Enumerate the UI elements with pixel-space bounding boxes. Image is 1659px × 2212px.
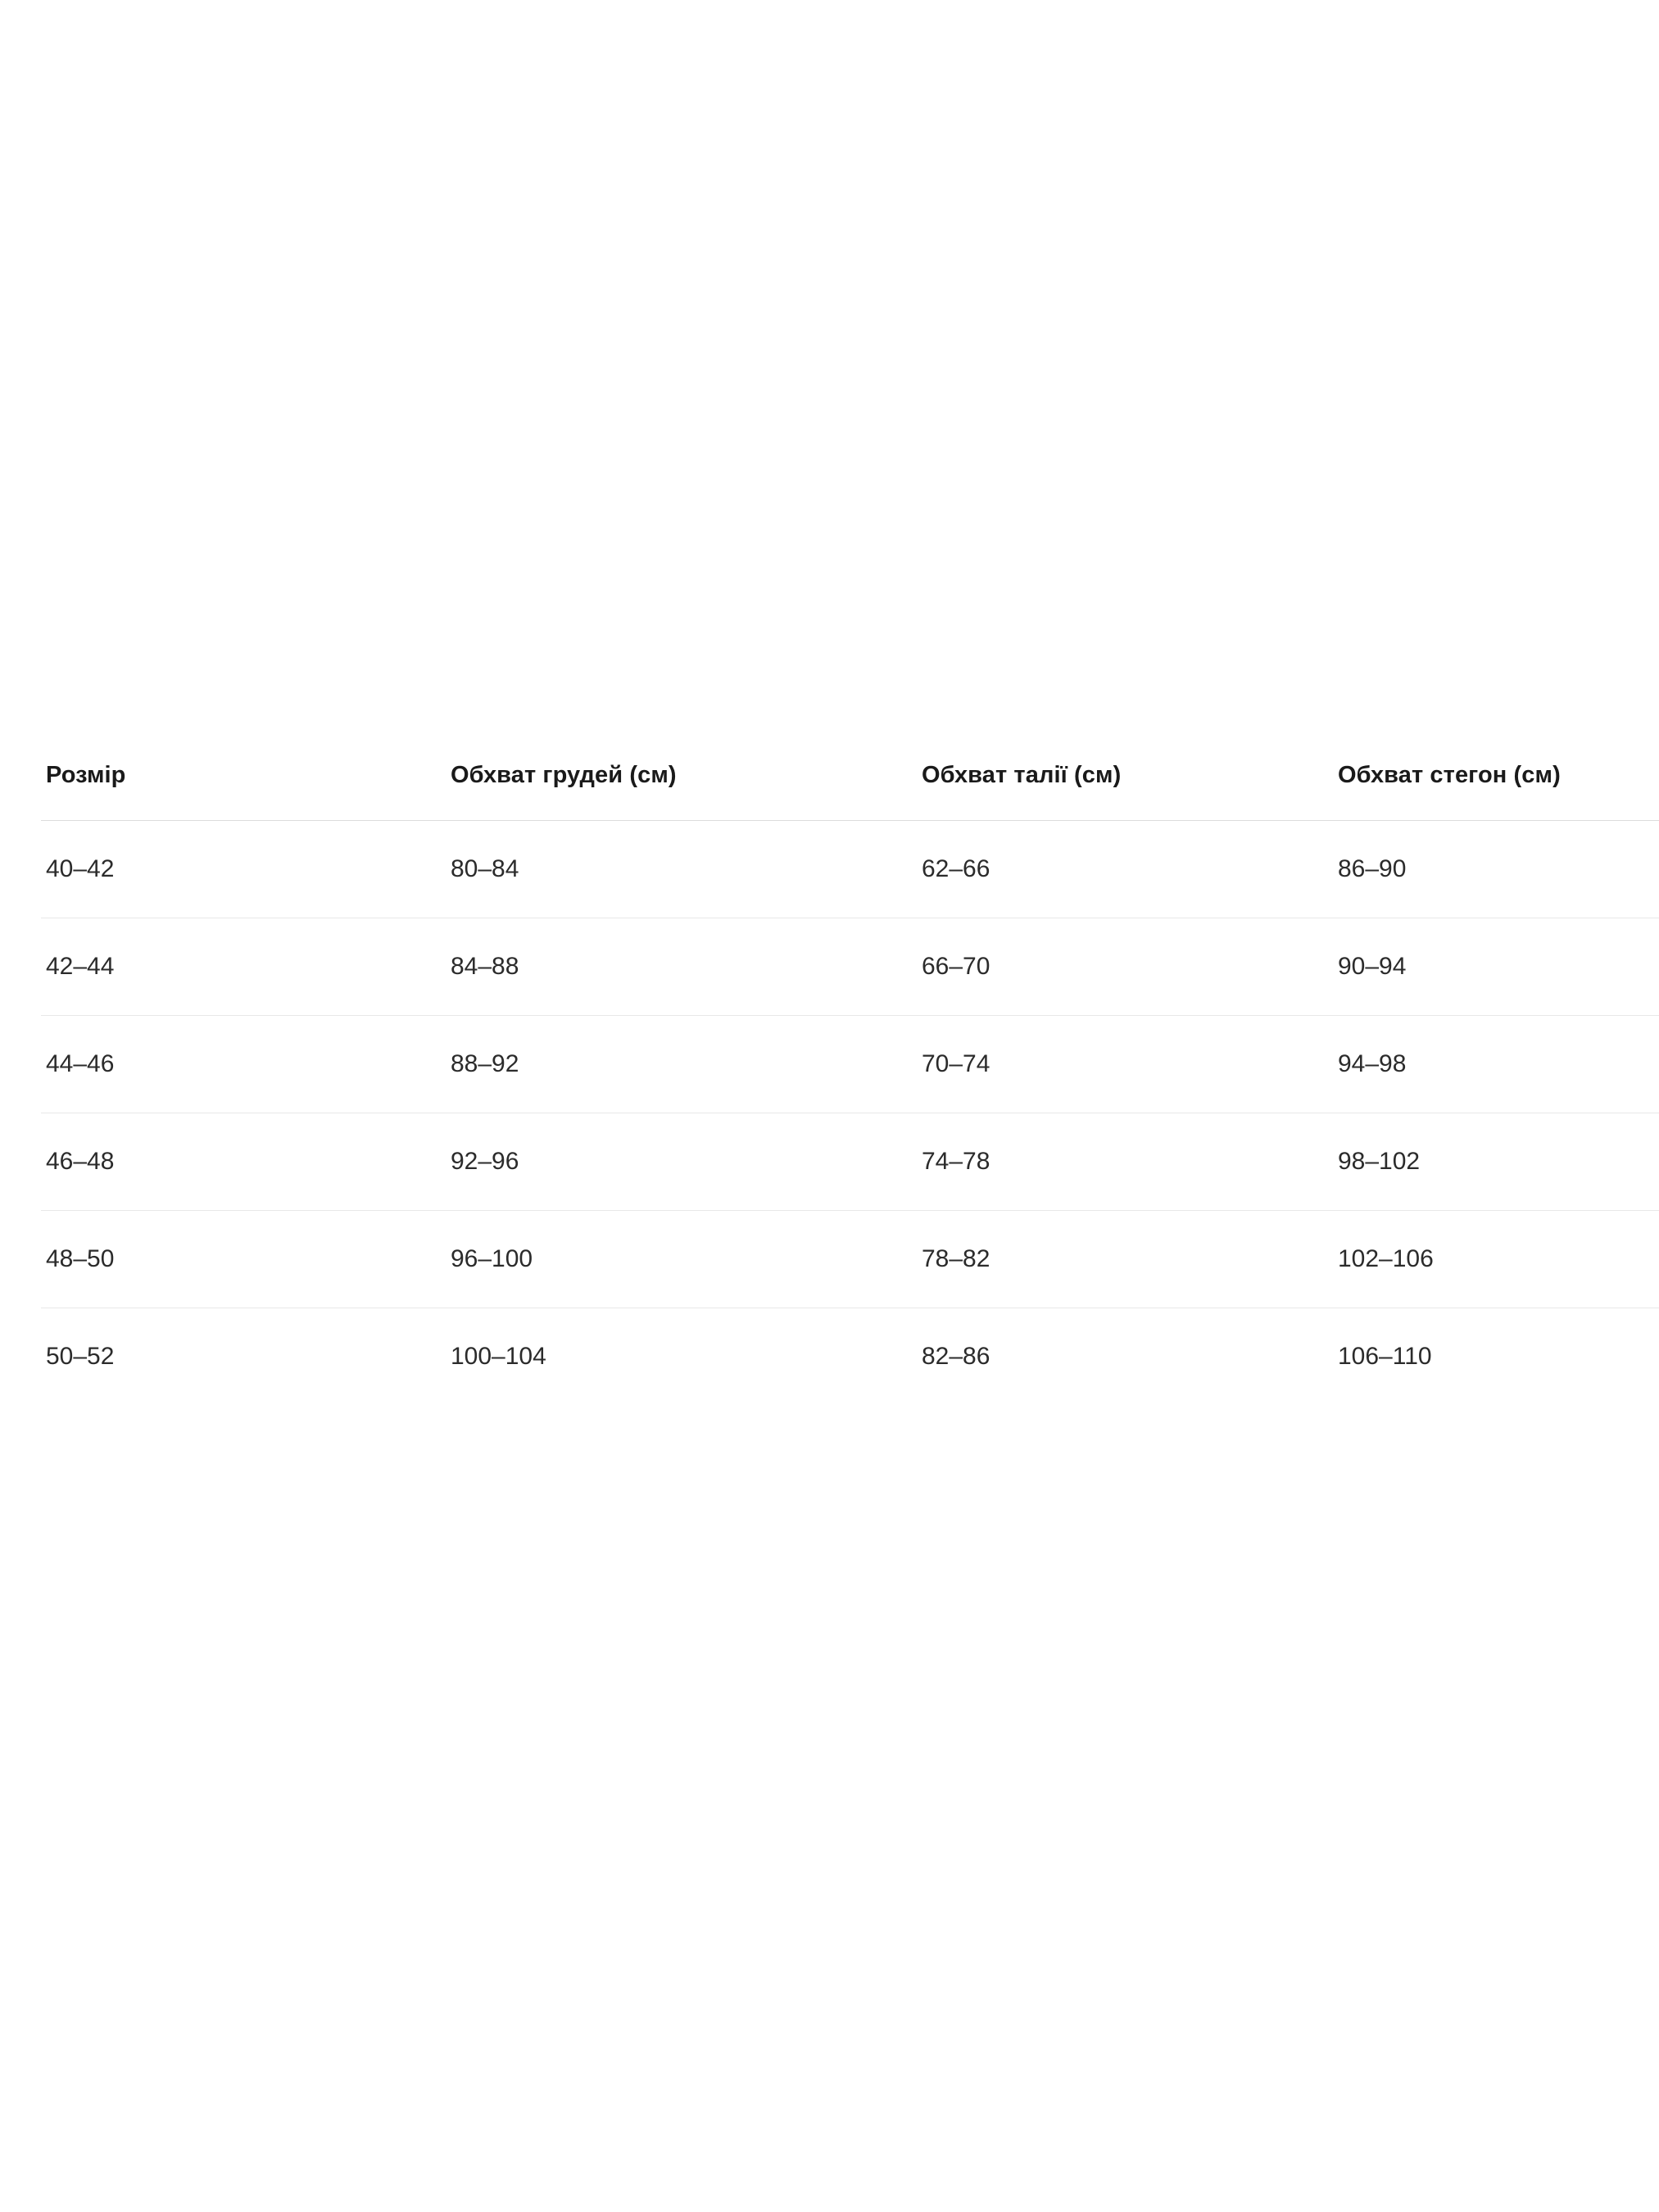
- table-row: [41, 918, 1659, 1016]
- cell-waist: 74–78: [913, 1113, 1331, 1211]
- cell-hips: 106–110: [1338, 1343, 1432, 1370]
- cell-hips: 94–98: [1331, 1016, 1659, 1113]
- cell-hips: 98–102: [1331, 1113, 1659, 1211]
- cell-waist: 62–66: [913, 821, 1331, 918]
- cell-hips: 102–106: [1331, 1211, 1659, 1308]
- cell-size: 46–48: [41, 1113, 442, 1211]
- cell-hips: 86–90: [1331, 821, 1659, 918]
- column-header-chest: Обхват грудей (см): [442, 762, 913, 821]
- size-chart-table: [41, 762, 1659, 1405]
- size-chart-container: [41, 762, 1659, 1405]
- table-row: [41, 821, 1659, 918]
- cell-hips: 90–94: [1331, 918, 1659, 1016]
- cell-waist: 70–74: [913, 1016, 1331, 1113]
- table-header-row: [41, 762, 1659, 821]
- cell-chest: 100–104: [451, 1343, 546, 1370]
- table-row: [41, 1113, 1659, 1211]
- cell-size: 44–46: [41, 1016, 442, 1113]
- cell-waist: 82–86: [922, 1343, 990, 1370]
- cell-size: 40–42: [41, 821, 442, 918]
- cell-waist: 66–70: [913, 918, 1331, 1016]
- cell-chest: 84–88: [442, 918, 913, 1016]
- cell-size: 48–50: [41, 1211, 442, 1308]
- column-header-hips: Обхват стегон (см): [1331, 762, 1659, 821]
- table-header: [41, 762, 1659, 821]
- cell-size: 50–52: [46, 1343, 115, 1370]
- cell-chest: 80–84: [442, 821, 913, 918]
- table-row: [41, 1308, 1659, 1406]
- cell-chest: 92–96: [442, 1113, 913, 1211]
- cell-chest: 96–100: [442, 1211, 913, 1308]
- table-row: [41, 1016, 1659, 1113]
- column-header-waist: Обхват талії (см): [913, 762, 1331, 821]
- cell-waist: 78–82: [913, 1211, 1331, 1308]
- cell-chest: 88–92: [442, 1016, 913, 1113]
- column-header-size: Розмір: [41, 762, 442, 821]
- cell-size: 42–44: [41, 918, 442, 1016]
- table-row: [41, 1211, 1659, 1308]
- table-body: [41, 821, 1659, 1406]
